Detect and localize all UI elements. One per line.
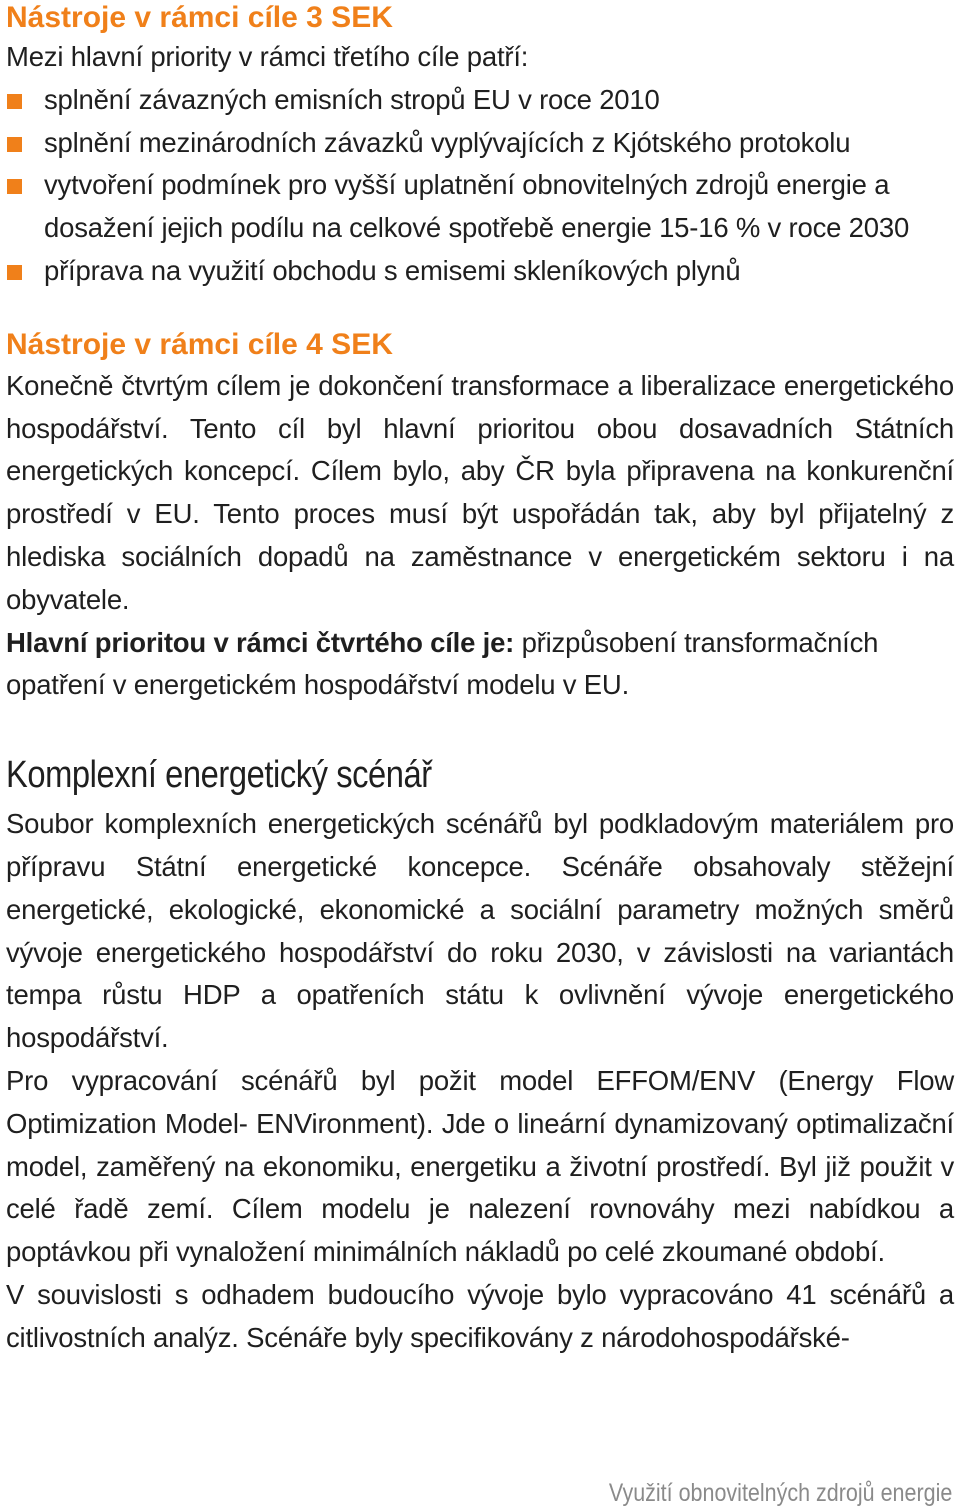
section-paragraph: Konečně čtvrtým cílem je dokončení transformace a liberalizace energetického hospodářství. Tento cíl byl hlavní prioritou obou dosavadních Státních energetických koncepcí. Cílem bylo, aby ČR byla připravena na konkurenční prostředí v EU. Tento proces musí být uspořádán tak, aby byl přijatelný z hlediska sociálních dopadů na zaměstnance v energetickém sektoru i na obyvatele. (6, 369, 954, 615)
priority-statement (6, 622, 954, 708)
section-heading-scenario: Komplexní energetický scénář (6, 754, 432, 797)
list-item-text: vytvoření podmínek pro vyšší uplatnění obnovitelných zdrojů energie a dosažení jejich podílu na celkové spotřebě energie 15-16 % v roce 2030 (44, 169, 910, 244)
square-bullet-icon (7, 137, 22, 152)
square-bullet-icon (7, 94, 22, 109)
document-page (6, 0, 954, 1360)
list-item-text: příprava na využití obchodu s emisemi skleníkových plynů (44, 254, 741, 286)
section-heading-goal-4: Nástroje v rámci cíle 4 SEK (6, 327, 393, 361)
list-item (6, 79, 954, 122)
section-heading-goal-3: Nástroje v rámci cíle 3 SEK (6, 1, 393, 34)
scenario-paragraph: Soubor komplexních energetických scénářů byl podkladovým materiálem pro přípravu Státní energetické koncepce. Scénáře obsahovaly stěžejní energetické, ekologické, ekonomické a sociální parametry možných směrů vývoje energetického hospodářství do roku 2030, v závislosti na variantách tempa růstu HDP a opatřeních státu k ovlivnění vývoje energetického hospodářství. (6, 808, 954, 1054)
priority-list-goal-3 (6, 79, 954, 293)
list-item-text: splnění závazných emisních stropů EU v roce 2010 (44, 83, 660, 115)
list-item (6, 164, 954, 250)
section-intro: Mezi hlavní priority v rámci třetího cíle patří: (6, 41, 529, 72)
list-item (6, 122, 954, 165)
square-bullet-icon (7, 265, 22, 280)
priority-text: přizpůsobení transformačních opatření v energetickém hospodářství modelu v EU. (6, 626, 879, 701)
priority-lead: Hlavní prioritou v rámci čtvrtého cíle je: (6, 626, 515, 658)
page-footer: Využití obnovitelných zdrojů energie (608, 1479, 952, 1507)
list-item (6, 250, 954, 293)
list-item-text: splnění mezinárodních závazků vyplývajících z Kjótského protokolu (44, 126, 851, 158)
scenario-paragraph: V souvislosti s odhadem budoucího vývoje bylo vypracováno 41 scénářů a citlivostních analýz. Scénáře byly specifikovány z národohospodářské- (6, 1278, 954, 1353)
square-bullet-icon (7, 179, 22, 194)
scenario-paragraph: Pro vypracování scénářů byl požit model EFFOM/ENV (Energy Flow Optimization Model- ENVironment). Jde o lineární dynamizovaný optimalizační model, zaměřený na ekonomiku, energetiku a životní prostředí. Byl již použit v celé řadě zemí. Cílem modelu je nalezení rovnováhy mezi nabídkou a poptávkou při vynaložení minimálních nákladů po celé zkoumané období. (6, 1064, 954, 1268)
